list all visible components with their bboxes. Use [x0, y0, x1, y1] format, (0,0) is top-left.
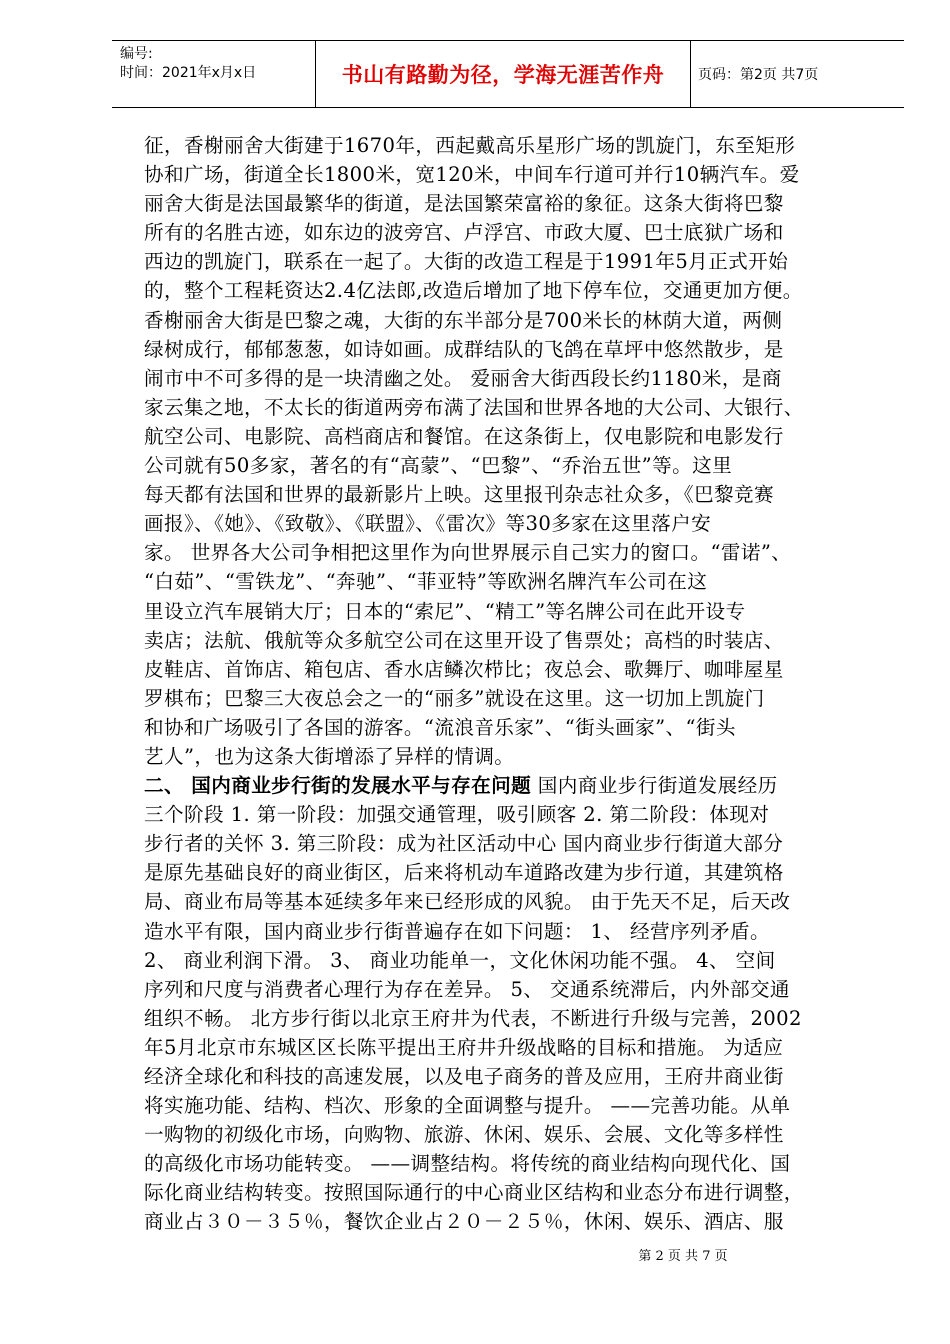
document-body — [144, 131, 892, 1237]
body-line: 一购物的初级化市场，向购物、旅游、休闲、娱乐、会展、文化等多样性 — [144, 1123, 784, 1147]
body-line: 将实施功能、结构、档次、形象的全面调整与提升。 ——完善功能。从单 — [144, 1094, 791, 1118]
section-line-text: 国内商业步行街道发展经历 — [531, 774, 778, 798]
body-line: 公司就有50多家，著名的有“高蒙”、“巴黎”、“乔治五世”等。这里 — [144, 454, 733, 478]
footer-page-number: 第 2 页 共 7 页 — [638, 1249, 728, 1264]
body-line: 局、商业布局等基本延续多年来已经形成的风貌。 由于先天不足，后天改 — [144, 890, 791, 914]
header-table — [112, 40, 904, 108]
body-line: 闹市中不可多得的是一块清幽之处。 爱丽舍大街西段长约1180米，是商 — [144, 366, 782, 390]
body-line: 卖店；法航、俄航等众多航空公司在这里开设了售票处；高档的时装店、 — [144, 628, 784, 652]
body-line: 2、 商业利润下滑。 3、 商业功能单一，文化休闲功能不强。 4、 空间 — [144, 948, 776, 972]
body-line: “白茹”、“雪铁龙”、“奔驰”、“菲亚特”等欧洲名牌汽车公司在这 — [144, 570, 708, 594]
body-line: 西边的凯旋门，联系在一起了。大街的改造工程是于1991年5月正式开始 — [144, 250, 789, 274]
document-number-label: 编号: — [120, 46, 153, 62]
section-heading: 二、 国内商业步行街的发展水平与存在问题 — [144, 774, 532, 798]
body-line: 家。 世界各大公司争相把这里作为向世界展示自己实力的窗口。“雷诺”、 — [144, 541, 792, 565]
page-label: 页码：第2页 共7页 — [698, 67, 819, 83]
body-line: 的高级化市场功能转变。 ——调整结构。将传统的商业结构向现代化、国 — [144, 1152, 791, 1176]
header-motto: 书山有路勤为径，学海无涯苦作舟 — [315, 41, 691, 107]
body-line: 际化商业结构转变。按照国际通行的中心商业区结构和业态分布进行调整， — [144, 1181, 804, 1205]
body-line: 艺人”，也为这条大街增添了异样的情调。 — [144, 744, 515, 768]
body-line: 年5月北京市东城区区长陈平提出王府井升级战略的目标和措施。 为适应 — [144, 1035, 784, 1059]
body-line: 香榭丽舍大街是巴黎之魂，大街的东半部分是700米长的林荫大道，两侧 — [144, 308, 783, 332]
body-line: 丽舍大街是法国最繁华的街道，是法国繁荣富裕的象征。这条大街将巴黎 — [144, 192, 784, 216]
section-line — [144, 771, 892, 800]
body-line: 里设立汽车展销大厅；日本的“索尼”、“精工”等名牌公司在此开设专 — [144, 599, 746, 623]
body-line: 所有的名胜古迹，如东边的波旁宫、卢浮宫、市政大厦、巴士底狱广场和 — [144, 221, 784, 245]
header-meta — [112, 41, 315, 107]
body-line: 步行者的关怀 3. 第三阶段：成为社区活动中心 国内商业步行街道大部分 — [144, 832, 784, 856]
body-line: 航空公司、电影院、高档商店和餐馆。在这条街上，仅电影院和电影发行 — [144, 424, 784, 448]
body-line: 家云集之地，不太长的街道两旁布满了法国和世界各地的大公司、大银行、 — [144, 395, 804, 419]
body-line: 罗棋布；巴黎三大夜总会之一的“丽多”就设在这里。这一切加上凯旋门 — [144, 686, 765, 710]
body-line: 造水平有限，国内商业步行街普遍存在如下问题： 1、 经营序列矛盾。 — [144, 919, 770, 943]
header-page-info — [690, 41, 904, 107]
page-footer — [0, 1245, 950, 1264]
body-line: 经济全球化和科技的高速发展，以及电子商务的普及应用，王府井商业街 — [144, 1065, 784, 1088]
body-line: 皮鞋店、首饰店、箱包店、香水店鳞次栉比；夜总会、歌舞厅、咖啡屋星 — [144, 657, 784, 681]
body-line: 和协和广场吸引了各国的游客。“流浪音乐家”、“街头画家”、“街头 — [144, 715, 736, 739]
body-line: 征，香榭丽舍大街建于1670年，西起戴高乐星形广场的凯旋门，东至矩形 — [144, 134, 796, 157]
body-line: 序列和尺度与消费者心理行为存在差异。 5、 交通系统滞后，内外部交通 — [144, 977, 790, 1001]
body-line: 的，整个工程耗资达2.4亿法郎,改造后增加了地下停车位，交通更加方便。 — [144, 279, 803, 303]
body-line: 是原先基础良好的商业街区，后来将机动车道路改建为步行道，其建筑格 — [144, 861, 784, 885]
document-time-label: 时间：2021年x月x日 — [120, 65, 257, 81]
body-line: 画报》、《她》、《致敬》、《联盟》、《雷次》等30多家在这里落户安 — [144, 512, 712, 536]
body-line: 绿树成行，郁郁葱葱，如诗如画。成群结队的飞鸽在草坪中悠然散步，是 — [144, 337, 784, 361]
body-line: 组织不畅。 北方步行街以北京王府井为代表，不断进行升级与完善，2002 — [144, 1006, 802, 1030]
body-line: 三个阶段 1. 第一阶段：加强交通管理，吸引顾客 2. 第二阶段：体现对 — [144, 803, 770, 827]
body-line: 商业占３０－３５％，餐饮企业占２０－２５％，休闲、娱乐、酒店、服 — [144, 1210, 784, 1234]
body-line: 每天都有法国和世界的最新影片上映。这里报刊杂志社众多，《巴黎竞赛 — [144, 483, 774, 507]
body-line: 协和广场，街道全长1800米，宽120米，中间车行道可并行10辆汽车。爱 — [144, 163, 800, 187]
